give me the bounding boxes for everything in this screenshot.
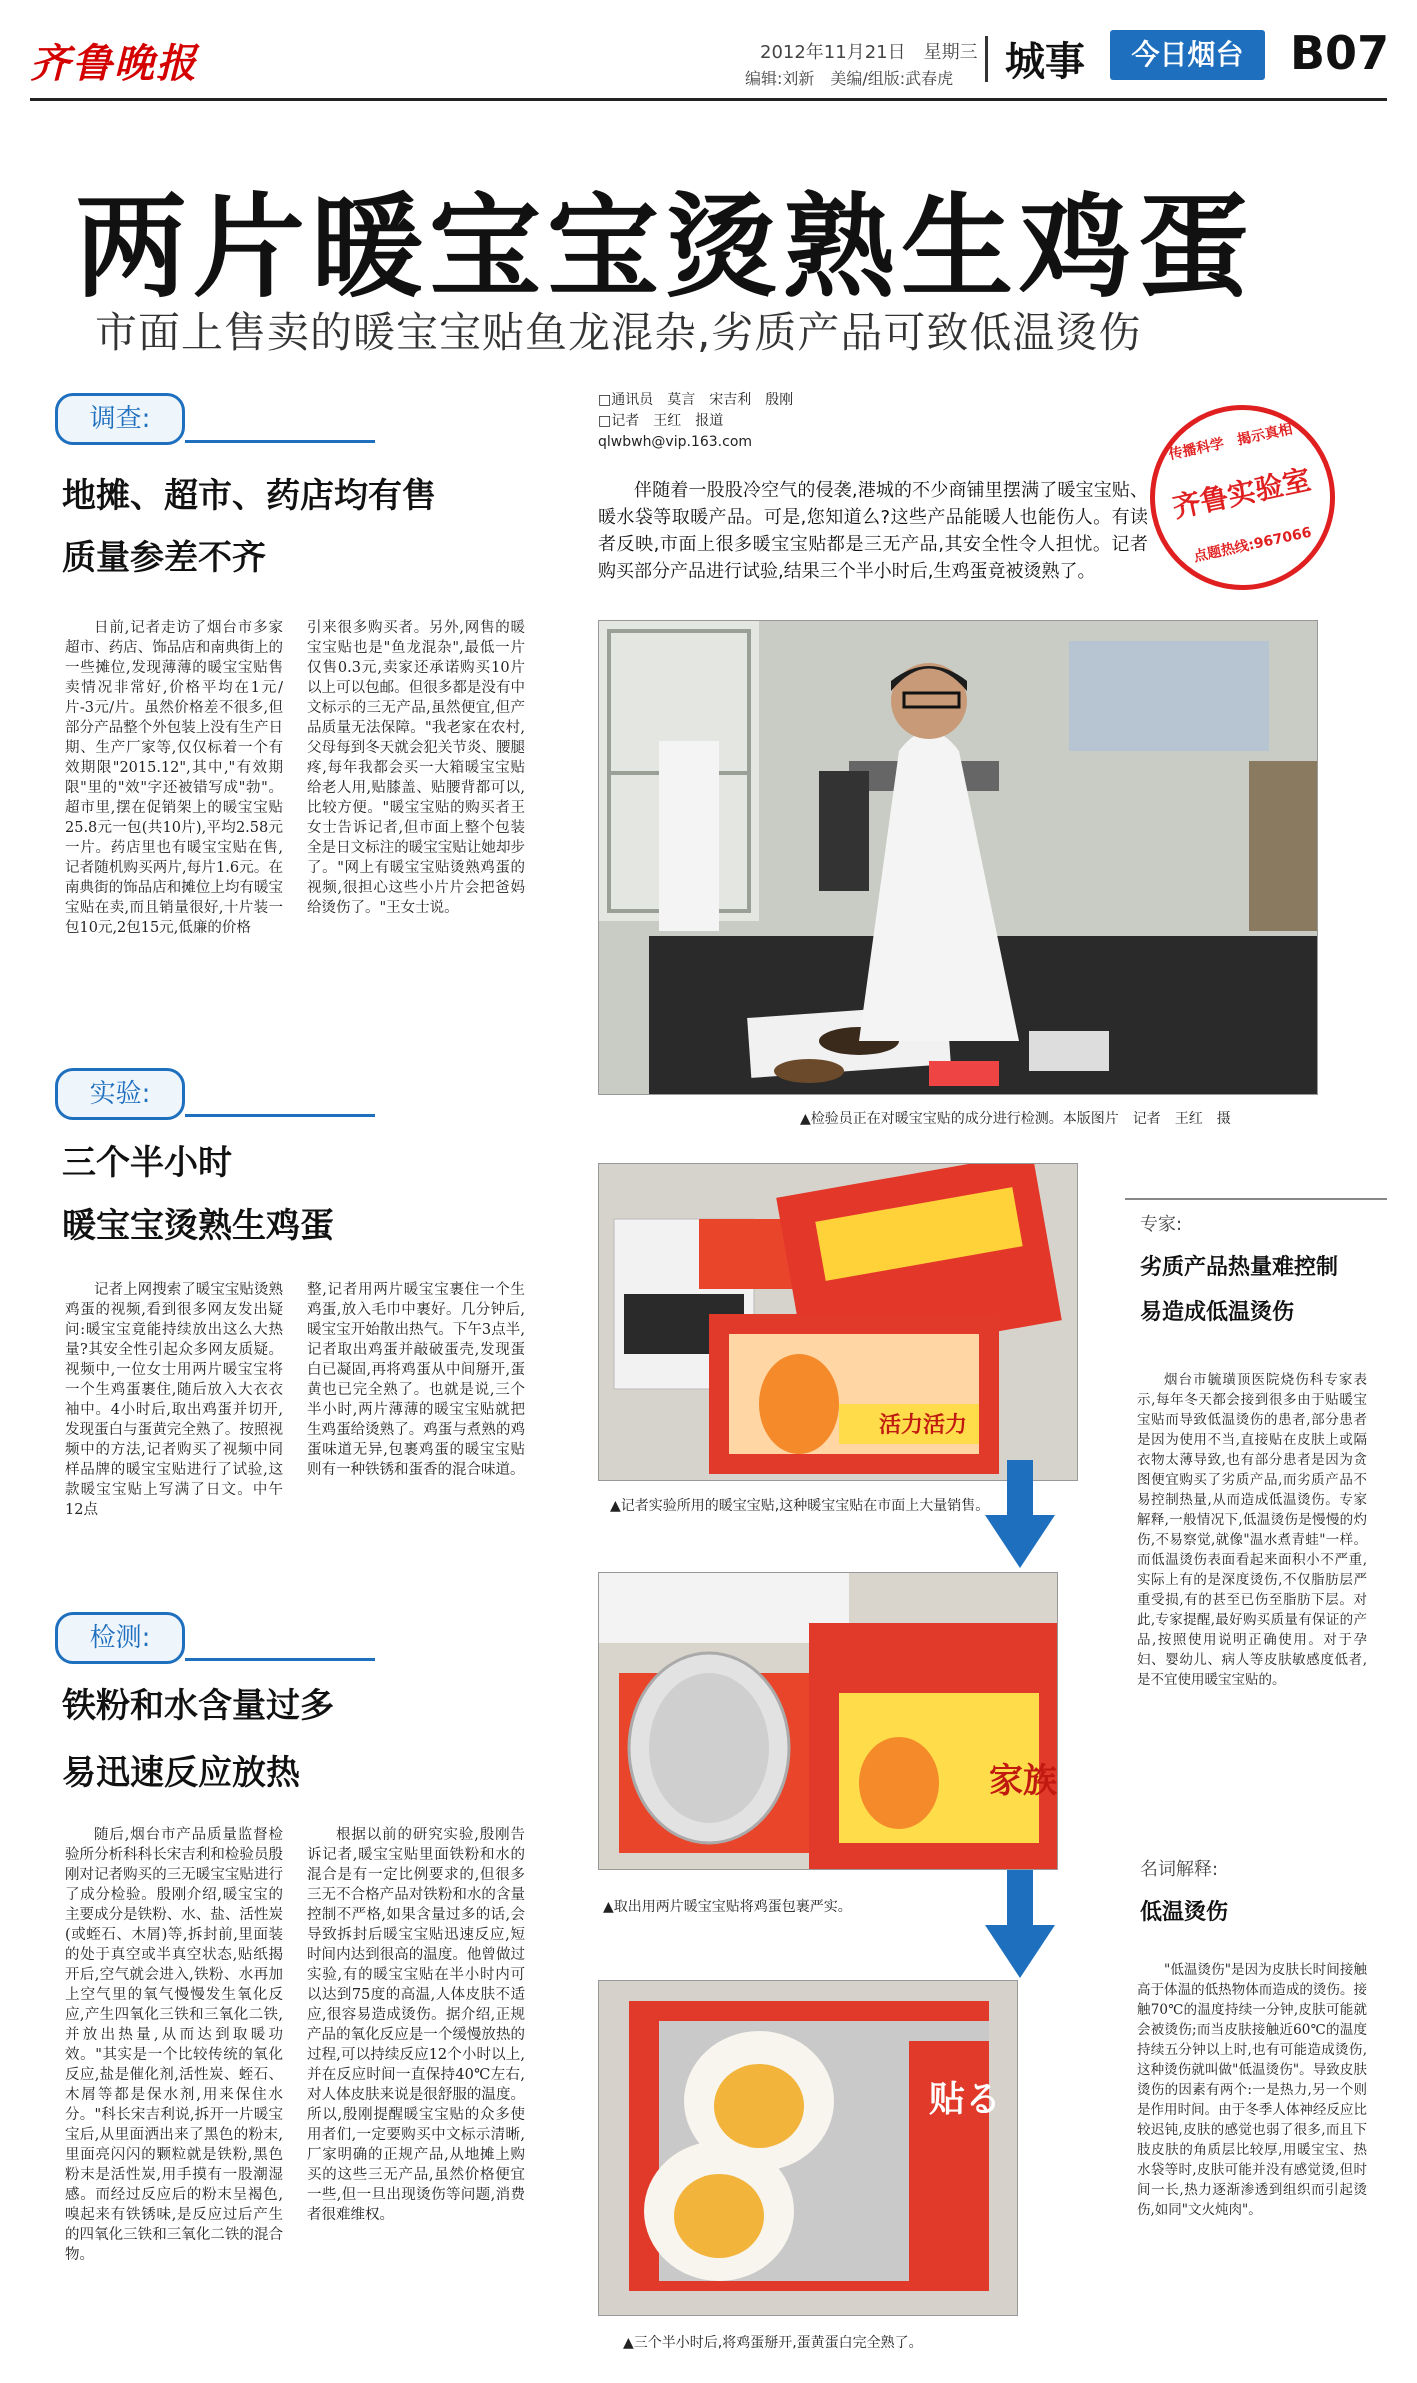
photo-packs-caption: ▲记者实验所用的暖宝宝贴,这种暖宝宝贴在市面上大量销售。: [610, 1498, 990, 1514]
experiment-title-2: 暖宝宝烫熟生鸡蛋: [62, 1206, 334, 1246]
issue-date: 2012年11月21日 星期三: [760, 42, 978, 63]
photo-lab-caption: ▲检验员正在对暖宝宝贴的成分进行检测。本版图片 记者 王红 摄: [800, 1111, 1231, 1127]
test-title-1: 铁粉和水含量过多: [62, 1686, 334, 1726]
photo-egg-wrapped: [598, 1572, 1058, 1870]
arrow-down-icon: [985, 1460, 1055, 1570]
header-rule: [30, 98, 1387, 101]
photo-lab-inspector: [598, 620, 1318, 1095]
photo-pack-text-2: 家族: [989, 1761, 1057, 1801]
test-column-1: 随后,烟台市产品质量监督检验所分析科科长宋吉利和检验员殷刚对记者购买的三无暖宝宝贴进行了成分检验。殷刚介绍,暖宝宝的主要成分是铁粉、水、盐、活性炭(或蛭石、木屑)等,拆封前,里面装的处于真空或半真空状态,贴纸揭开后,空气就会进入,铁粉、水再加上空气里的氧气慢慢发生氧化反应,产生四氧化三铁和三氧化二铁,并放出热量,从而达到取暖功效。"其实是一个比较传统的氧化反应,盐是催化剂,活性炭、蛭石、木屑等都是保水剂,用来保住水分。"科长宋吉利说,拆开一片暖宝宝后,从里面洒出来了黑色的粉末,里面亮闪闪的颗粒就是铁粉,黑色粉末是活性炭,用手摸有一股潮湿感。而经过反应后的粉末呈褐色,嗅起来有铁锈味,是反应过后产生的四氧化三铁和三氧化二铁的混合物。: [65, 1827, 283, 2263]
survey-column-2: 引来很多购买者。另外,网售的暖宝宝贴也是"鱼龙混杂",最低一片仅售0.3元,卖家还承诺购买10片以上可以包邮。但很多都是没有中文标示的三无产品,虽然便宜,但产品质量无法保障。"我老家在农村,父母每到冬天就会犯关节炎、腰腿疼,每年我都会买一大箱暖宝宝贴给老人用,贴膝盖、贴腰背都可以,比较方便。"暖宝宝贴的购买者王女士告诉记者,但市面上整个包装全是日文标注的暖宝宝贴让她却步了。"网上有暖宝宝贴烫熟鸡蛋的视频,很担心这些小片片会把爸妈给烫伤了。"王女士说。: [307, 620, 525, 916]
photo-egg-wrapped-caption: ▲取出用两片暖宝宝贴将鸡蛋包裹严实。: [603, 1899, 852, 1915]
expert-text: 烟台市毓璜顶医院烧伤科专家表示,每年冬天都会接到很多由于贴暖宝宝贴而导致低温烫伤的患者,部分患者是因为使用不当,直接贴在皮肤上或隔衣物太薄导致,也有部分患者是因为贪图便宜购买了劣质产品,而劣质产品不易控制热量,从而造成低温烫伤。专家解释,一般情况下,低温烫伤是慢慢的灼伤,不易察觉,就像"温水煮青蛙"一样。而低温烫伤表面看起来面积小不严重,实际上有的是深度烫伤,不仅脂肪层严重受损,有的甚至已伤至脂肪下层。对此,专家提醒,最好购买质量有保证的产品,按照使用说明正确使用。对于孕妇、婴幼儿、病人等皮肤敏感度低者,是不宜使用暖宝宝贴的。: [1137, 1372, 1367, 1688]
arrow-down-icon: [985, 1870, 1055, 1980]
masthead-logo: 齐鲁晚报: [30, 40, 198, 87]
expert-label: 专家:: [1140, 1214, 1183, 1235]
editors-credit: 编辑:刘新 美编/组版:武春虎: [745, 69, 954, 88]
header-divider: [985, 36, 988, 82]
stamp-hotline: 点题热线:967066: [1192, 524, 1313, 566]
experiment-column-1: 记者上网搜索了暖宝宝贴烫熟鸡蛋的视频,看到很多网友发出疑问:暖宝宝竟能持续放出这么大热量?其安全性引起众多网友质疑。视频中,一位女士用两片暖宝宝将一个生鸡蛋裹住,随后放入大衣衣袖中。4小时后,取出鸡蛋并切开,发现蛋白与蛋黄完全熟了。按照视频中的方法,记者购买了视频中同样品牌的暖宝宝贴进行了试验,这款暖宝宝贴上写满了日文。中午12点: [65, 1282, 283, 1518]
article-subhead: 市面上售卖的暖宝宝贴鱼龙混杂,劣质产品可致低温烫伤: [95, 308, 1142, 357]
survey-label: 调查:: [55, 393, 185, 445]
experiment-label-rule: [185, 1114, 375, 1117]
byline-correspondents: □通讯员 莫言 宋吉利 殷刚: [598, 392, 794, 408]
term-title: 低温烫伤: [1140, 1900, 1229, 1925]
lab-stamp: [1133, 388, 1352, 607]
photo-egg-cooked: [598, 1980, 1018, 2316]
section-tag: 今日烟台: [1110, 30, 1265, 80]
term-text: "低温烫伤"是因为皮肤长时间接触高于体温的低热物体而造成的烫伤。接触70℃的温度持续一分钟,皮肤可能就会被烫伤;而当皮肤接触近60℃的温度持续五分钟以上时,也有可能造成烫伤,这种烫伤就叫做"低温烫伤"。导致皮肤烫伤的因素有两个:一是热力,另一个则是作用时间。由于冬季人体神经反应比较迟钝,皮肤的感觉也弱了很多,而且下肢皮肤的角质层比较厚,用暖宝宝、热水袋等时,皮肤可能并没有感觉烫,但时间一长,热力逐渐渗透到组织而引起烫伤,如同"文火炖肉"。: [1137, 1962, 1367, 2218]
page-number: B07: [1290, 26, 1390, 80]
survey-title-1: 地摊、超市、药店均有售: [62, 476, 436, 516]
article-intro: 伴随着一股股冷空气的侵袭,港城的不少商铺里摆满了暖宝宝贴、暖水袋等取暖产品。可是,您知道么?这些产品能暖人也能伤人。有读者反映,市面上很多暖宝宝贴都是三无产品,其安全性令人担忧。记者购买部分产品进行试验,结果三个半小时后,生鸡蛋竟被烫熟了。: [598, 480, 1148, 582]
survey-label-rule: [185, 440, 375, 443]
stamp-name: 齐鲁实验室: [1169, 462, 1314, 525]
photo-pack-text-1: 活力活力: [879, 1413, 968, 1438]
article-headline: 两片暖宝宝烫熟生鸡蛋: [75, 183, 1255, 313]
survey-title-2: 质量参差不齐: [62, 538, 266, 578]
photo-pack-text-3: 贴る: [929, 2079, 1002, 2120]
photo-egg-cooked-caption: ▲三个半小时后,将鸡蛋掰开,蛋黄蛋白完全熟了。: [623, 2335, 923, 2351]
expert-title-2: 易造成低温烫伤: [1140, 1300, 1295, 1325]
byline: [598, 390, 793, 453]
experiment-column-2: 整,记者用两片暖宝宝裹住一个生鸡蛋,放入毛巾中裹好。几分钟后,暖宝宝开始散出热气。下午3点半,记者取出鸡蛋并敲破蛋壳,发现蛋白已凝固,再将鸡蛋从中间掰开,蛋黄也已完全熟了。也就是说,三个半小时,两片薄薄的暖宝宝贴就把生鸡蛋给烫熟了。鸡蛋与煮熟的鸡蛋味道无异,包裹鸡蛋的暖宝宝贴则有一种铁锈和蛋香的混合味道。: [307, 1282, 525, 1478]
section-name: 城事: [1005, 39, 1085, 85]
experiment-label: 实验:: [55, 1068, 185, 1120]
experiment-title-1: 三个半小时: [62, 1143, 232, 1183]
photo-warmer-packs: [598, 1163, 1078, 1481]
byline-reporter: □记者 王红 报道: [598, 413, 724, 429]
sidebar-rule: [1125, 1198, 1387, 1200]
stamp-slogan: 传播科学 揭示真相: [1167, 421, 1295, 464]
test-column-2: 根据以前的研究实验,殷刚告诉记者,暖宝宝贴里面铁粉和水的混合是有一定比例要求的,但很多三无不合格产品对铁粉和水的含量控制不严格,如果含量过多的话,会导致拆封后暖宝宝贴迅速反应,短时间内达到很高的温度。他曾做过实验,有的暖宝宝贴在半小时内可以达到75度的高温,人体皮肤不适应,很容易造成烫伤。据介绍,正规产品的氧化反应是一个缓慢放热的过程,可以持续反应12个小时以上,并在反应时间一直保持40℃左右,对人体皮肤来说是很舒服的温度。所以,殷刚提醒暖宝宝贴的众多使用者们,一定要购买中文标示清晰,厂家明确的正规产品,从地摊上购买的这些三无产品,虽然价格便宜一些,但一旦出现烫伤等问题,消费者很难维权。: [307, 1827, 525, 2223]
test-label: 检测:: [55, 1612, 185, 1664]
byline-email: qlwbwh@vip.163.com: [598, 434, 753, 450]
test-label-rule: [185, 1658, 375, 1661]
term-label: 名词解释:: [1140, 1859, 1219, 1880]
test-title-2: 易迅速反应放热: [62, 1753, 300, 1793]
survey-column-1: 日前,记者走访了烟台市多家超市、药店、饰品店和南典街上的一些摊位,发现薄薄的暖宝宝贴售卖情况非常好,价格平均在1元/片-3元/片。虽然价格差不很多,但部分产品整个外包装上没有生产日期、生产厂家等,仅仅标着一个有效期限"2015.12",其中,"有效期限"里的"效"字还被错写成"勃"。超市里,摆在促销架上的暖宝宝贴25.8元一包(共10片),平均2.58元一片。药店里也有暖宝宝贴在售,记者随机购买两片,每片1.6元。在南典街的饰品店和摊位上均有暖宝宝贴在卖,而且销量很好,十片装一包10元,2包15元,低廉的价格: [65, 620, 283, 936]
expert-title-1: 劣质产品热量难控制: [1140, 1255, 1339, 1280]
